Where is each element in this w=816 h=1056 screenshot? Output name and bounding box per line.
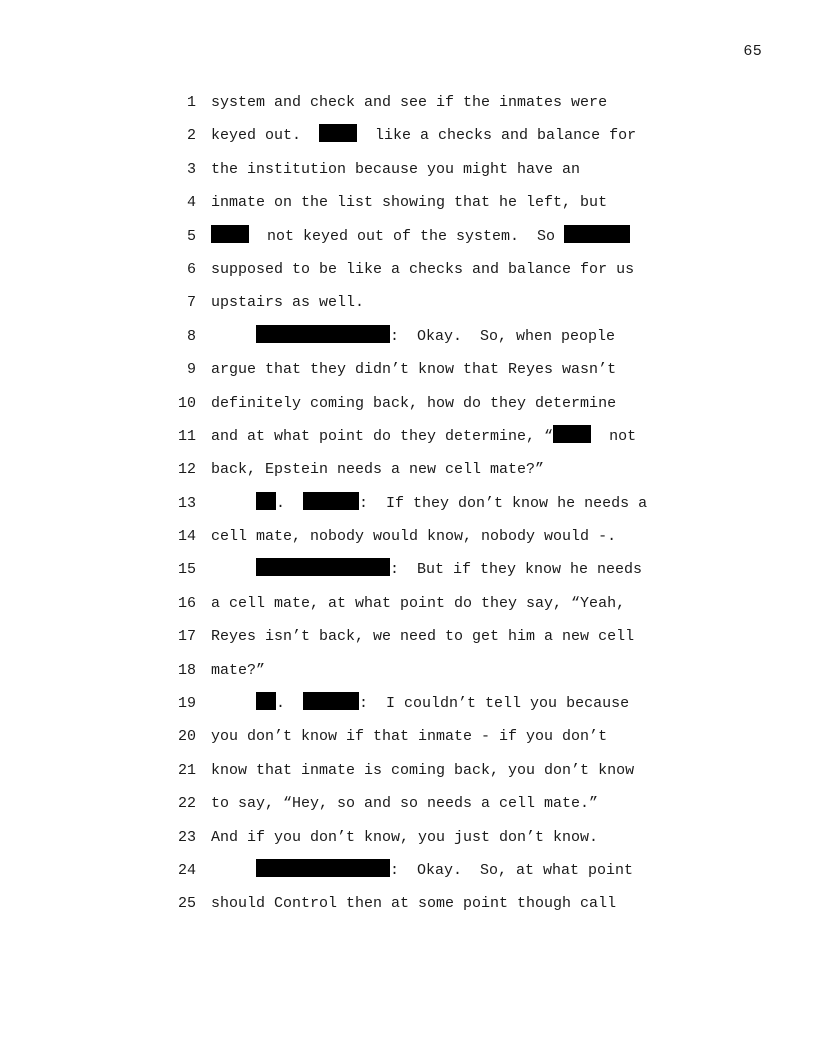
text-segment: . [276, 494, 304, 512]
transcript-line [0, 825, 816, 858]
line-text [211, 123, 636, 149]
line-number: 5 [186, 227, 196, 245]
text-segment: Reyes isn’t back, we need to get him a new cell [211, 628, 635, 646]
line-text [211, 157, 580, 183]
text-segment: argue that they didn’t know that Reyes wasn’t [211, 361, 617, 379]
transcript-line [0, 858, 816, 891]
transcript-line [0, 357, 816, 390]
transcript-line [0, 658, 816, 691]
transcript-line [0, 190, 816, 223]
transcript-line [0, 624, 816, 657]
line-number: 17 [177, 628, 196, 646]
line-number: 10 [177, 394, 196, 412]
line-number: 22 [177, 795, 196, 813]
transcript-line [0, 224, 816, 257]
redaction-box [256, 859, 390, 877]
line-number: 19 [177, 695, 196, 713]
transcript-line [0, 758, 816, 791]
line-text [211, 391, 616, 417]
page-number: 65 [743, 43, 762, 60]
transcript-line [0, 90, 816, 123]
line-text [211, 724, 607, 750]
text-segment: a cell mate, at what point do they say, “Yeah, [211, 594, 626, 612]
line-number: 4 [186, 194, 196, 212]
line-number: 25 [177, 895, 196, 913]
redaction-box [564, 225, 630, 243]
line-text [211, 257, 634, 283]
text-segment: upstairs as well. [211, 294, 365, 312]
text-segment: cell mate, nobody would know, nobody would -. [211, 528, 617, 546]
text-segment [211, 328, 256, 345]
line-text [211, 190, 607, 216]
line-text [211, 290, 364, 316]
text-segment: : Okay. So, when people [390, 327, 616, 345]
line-text [211, 457, 544, 483]
line-text [211, 557, 642, 583]
redaction-box [256, 692, 276, 710]
line-number: 16 [177, 594, 196, 612]
line-text [211, 591, 625, 617]
text-segment [211, 862, 256, 879]
line-number: 14 [177, 528, 196, 546]
text-segment: like a checks and balance for [357, 127, 637, 145]
text-segment [211, 695, 256, 712]
line-number: 1 [186, 94, 196, 111]
text-segment: . [276, 695, 304, 713]
line-number: 7 [186, 294, 196, 312]
text-segment: know that inmate is coming back, you don’t know [211, 761, 635, 779]
transcript-line [0, 491, 816, 524]
transcript-line [0, 691, 816, 724]
line-number: 9 [186, 361, 196, 379]
transcript-line [0, 123, 816, 156]
redaction-box [303, 492, 359, 510]
text-segment: the institution because you might have an [211, 160, 581, 178]
text-segment: system and check and see if the inmates were [211, 94, 608, 111]
line-text [211, 891, 616, 917]
line-text [211, 324, 615, 350]
line-number: 23 [177, 828, 196, 846]
transcript-line [0, 157, 816, 190]
text-segment [211, 495, 256, 512]
redaction-box [303, 692, 359, 710]
line-text [211, 491, 647, 517]
transcript-line [0, 724, 816, 757]
transcript-body [0, 90, 816, 925]
transcript-line [0, 891, 816, 924]
text-segment: keyed out. [211, 127, 320, 145]
line-number: 15 [177, 561, 196, 579]
transcript-line [0, 324, 816, 357]
line-text [211, 224, 630, 250]
line-text [211, 791, 598, 817]
line-text [211, 524, 616, 550]
text-segment: : Okay. So, at what point [390, 861, 634, 879]
text-segment: : But if they know he needs [390, 561, 643, 579]
line-text [211, 758, 634, 784]
redaction-box [256, 558, 390, 576]
line-number: 8 [186, 327, 196, 345]
redaction-box [211, 225, 249, 243]
text-segment: back, Epstein needs a new cell mate?” [211, 461, 545, 479]
text-segment: to say, “Hey, so and so needs a cell mate.” [211, 795, 599, 813]
text-segment: you don’t know if that inmate - if you don’t [211, 728, 608, 746]
transcript-line [0, 257, 816, 290]
text-segment: supposed to be like a checks and balance for us [211, 260, 635, 278]
transcript-line [0, 557, 816, 590]
line-text [211, 858, 633, 884]
line-text [211, 624, 634, 650]
line-number: 6 [186, 260, 196, 278]
text-segment: : I couldn’t tell you because [359, 695, 630, 713]
text-segment: inmate on the list showing that he left, but [211, 194, 608, 212]
redaction-box [256, 492, 276, 510]
redaction-box [256, 325, 390, 343]
transcript-line [0, 290, 816, 323]
line-number: 3 [186, 160, 196, 178]
text-segment: definitely coming back, how do they determine [211, 394, 617, 412]
line-text [211, 424, 636, 450]
line-text [211, 658, 265, 684]
text-segment: not [591, 427, 637, 445]
line-text [211, 357, 616, 383]
redaction-box [319, 124, 357, 142]
line-number: 12 [177, 461, 196, 479]
text-segment: should Control then at some point though call [211, 895, 617, 913]
line-number: 18 [177, 661, 196, 679]
line-text [211, 825, 598, 851]
text-segment: not keyed out of the system. So [249, 227, 565, 245]
line-number: 2 [186, 127, 196, 145]
transcript-line [0, 524, 816, 557]
transcript-line [0, 391, 816, 424]
text-segment: : If they don’t know he needs a [359, 494, 648, 512]
line-number: 21 [177, 761, 196, 779]
text-segment: mate?” [211, 661, 266, 679]
text-segment: And if you don’t know, you just don’t know. [211, 828, 599, 846]
line-text [211, 691, 629, 717]
redaction-box [553, 425, 591, 443]
line-number: 11 [177, 427, 196, 445]
line-number: 13 [177, 494, 196, 512]
transcript-line [0, 457, 816, 490]
transcript-line [0, 791, 816, 824]
text-segment: and at what point do they determine, “ [211, 427, 554, 445]
transcript-line [0, 424, 816, 457]
line-text [211, 90, 607, 116]
text-segment [211, 561, 256, 578]
line-number: 20 [177, 728, 196, 746]
line-number: 24 [177, 861, 196, 879]
transcript-line [0, 591, 816, 624]
